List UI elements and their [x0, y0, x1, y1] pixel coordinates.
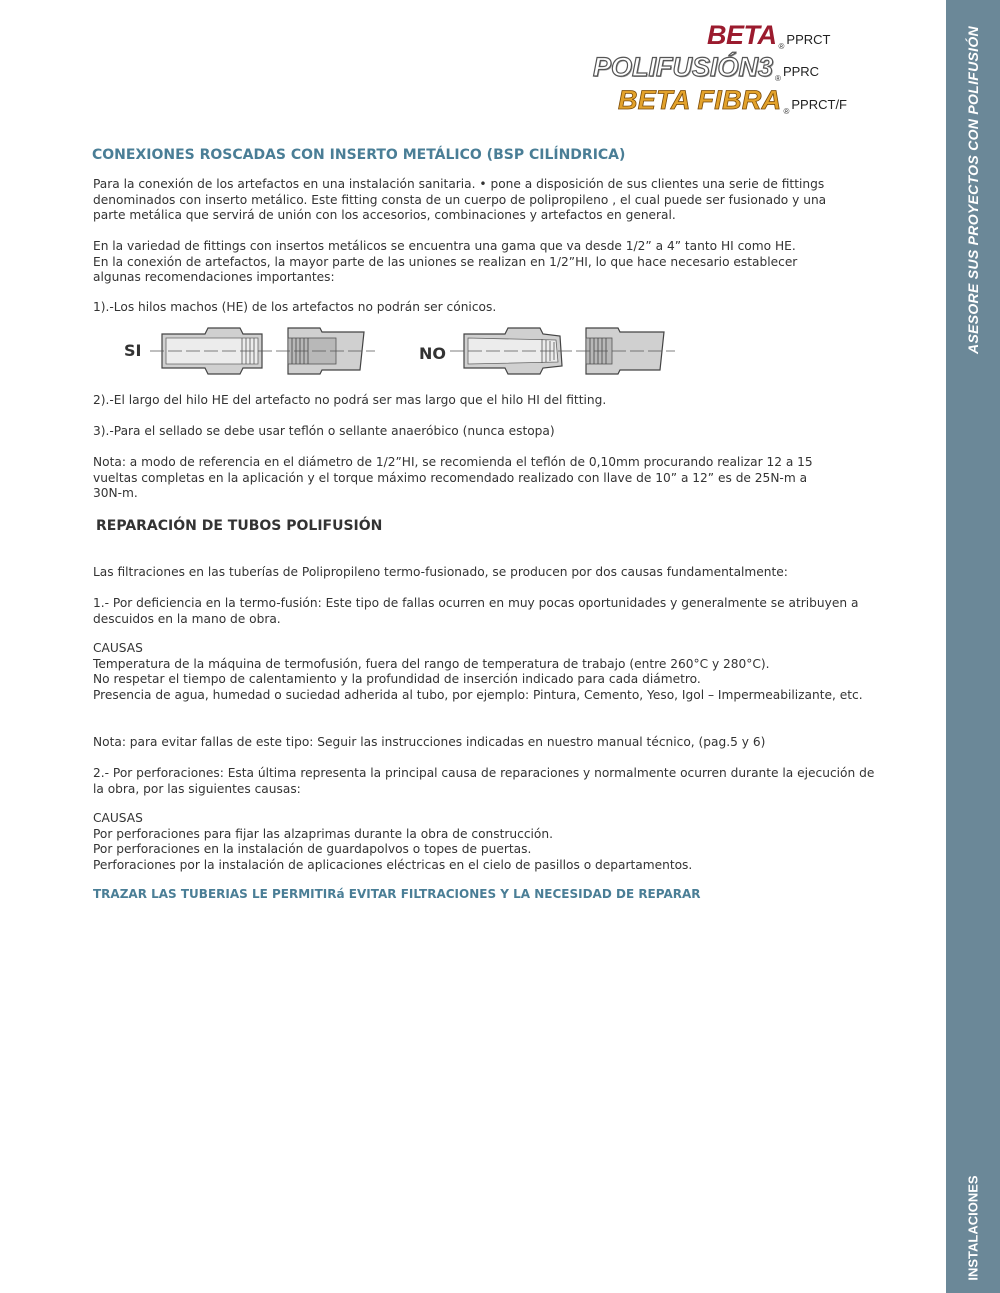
section2-title: REPARACIÓN DE TUBOS POLIFUSIÓN — [96, 518, 383, 534]
fitting-diagram-incorrect — [450, 324, 675, 380]
diagram-label-no: NO — [419, 344, 446, 363]
section2-footer-callout: TRAZAR LAS TUBERIAS LE PERMITIRá EVITAR FILTRACIONES Y LA NECESIDAD DE REPARAR — [93, 887, 701, 901]
section1-paragraph-1: Para la conexión de los artefactos en una instalación sanitaria. • pone a disposición de sus clientes una serie de fittings denominados con inserto metálico. Este fitting consta de un cuerpo de polipropileno , el cual puede ser fusionado y una parte metálica que servirá de unión con los accesorios, combinaciones y artefactos en general. — [93, 177, 827, 222]
rule-3: 3).-Para el sellado se debe usar teflón o sellante anaeróbico (nunca estopa) — [93, 424, 555, 438]
logo-polifusion3-name: POLIFUSIÓN3 — [593, 52, 774, 82]
section2-cause-2: 2.- Por perforaciones: Esta última representa la principal causa de reparaciones y normalmente ocurren durante la ejecución de la obra, por las siguientes causas: — [93, 766, 875, 796]
diagram-label-yes: SI — [124, 341, 142, 360]
logo-polifusion3-reg: ® — [775, 74, 781, 83]
logo-beta-fibra-reg: ® — [783, 107, 790, 116]
logo-beta — [707, 20, 830, 51]
rule-1: 1).-Los hilos machos (HE) de los artefactos no podrán ser cónicos. — [93, 300, 497, 314]
logo-beta-code: PPRCT — [786, 32, 831, 47]
fitting-diagram-correct — [150, 324, 375, 380]
sidebar — [946, 0, 1000, 1293]
rule-2: 2).-El largo del hilo HE del artefacto no podrá ser mas largo que el hilo HI del fitting. — [93, 393, 607, 407]
logo-beta-name: BETA — [707, 20, 777, 50]
logo-polifusion3 — [593, 52, 819, 83]
logo-beta-fibra — [618, 85, 847, 116]
sidebar-section-label: INSTALACIONES — [965, 1175, 981, 1281]
section2-cause-1: 1.- Por deficiencia en la termo-fusión: Este tipo de fallas ocurren en muy pocas oportunidades y generalmente se atribuyen a descuidos en la mano de obra. — [93, 596, 859, 626]
sidebar-tagline: ASESORE SUS PROYECTOS CON POLIFUSIÓN — [965, 26, 981, 354]
section1-title: CONEXIONES ROSCADAS CON INSERTO METÁLICO (BSP CILÍNDRICA) — [92, 147, 626, 163]
logo-beta-reg: ® — [778, 42, 785, 51]
logo-polifusion3-code: PPRC — [782, 64, 820, 79]
section2-intro: Las filtraciones en las tuberías de Polipropileno termo-fusionado, se producen por dos causas fundamentalmente: — [93, 565, 788, 579]
section1-note: Nota: a modo de referencia en el diámetro de 1/2”HI, se recomienda el teflón de 0,10mm procurando realizar 12 a 15 vueltas completas en la aplicación y el torque máximo recomendado realizado con llave de 10” a 12” es de 25N-m a 30N-m. — [93, 455, 813, 500]
logo-beta-fibra-name: BETA FIBRA — [618, 85, 782, 115]
section2-causes-list-1: CAUSAS Temperatura de la máquina de termofusión, fuera del rango de temperatura de trabajo (entre 260°C y 280°C). No respetar el tiempo de calentamiento y la profundidad de inserción indicado para cada diámetro. Presencia de agua, humedad o suciedad adherida al tubo, por ejemplo: Pintura, Cemento, Yeso, Igol – Impermeabilizante, etc. — [93, 641, 863, 702]
section1-paragraph-2: En la variedad de fittings con insertos metálicos se encuentra una gama que va desde 1/2” a 4” tanto HI como HE. En la conexión de artefactos, la mayor parte de las uniones se realizan en 1/2”HI, lo que hace necesario establecer algunas recomendaciones importantes: — [93, 239, 798, 284]
logo-beta-fibra-code: PPRCT/F — [791, 97, 848, 112]
section2-causes-list-2: CAUSAS Por perforaciones para fijar las alzaprimas durante la obra de construcción. Por perforaciones en la instalación de guardapolvos o topes de puertas. Perforaciones por la instalación de aplicaciones eléctricas en el cielo de pasillos o departamentos. — [93, 811, 693, 872]
section2-note: Nota: para evitar fallas de este tipo: Seguir las instrucciones indicadas en nuestro manual técnico, (pag.5 y 6) — [93, 735, 766, 749]
